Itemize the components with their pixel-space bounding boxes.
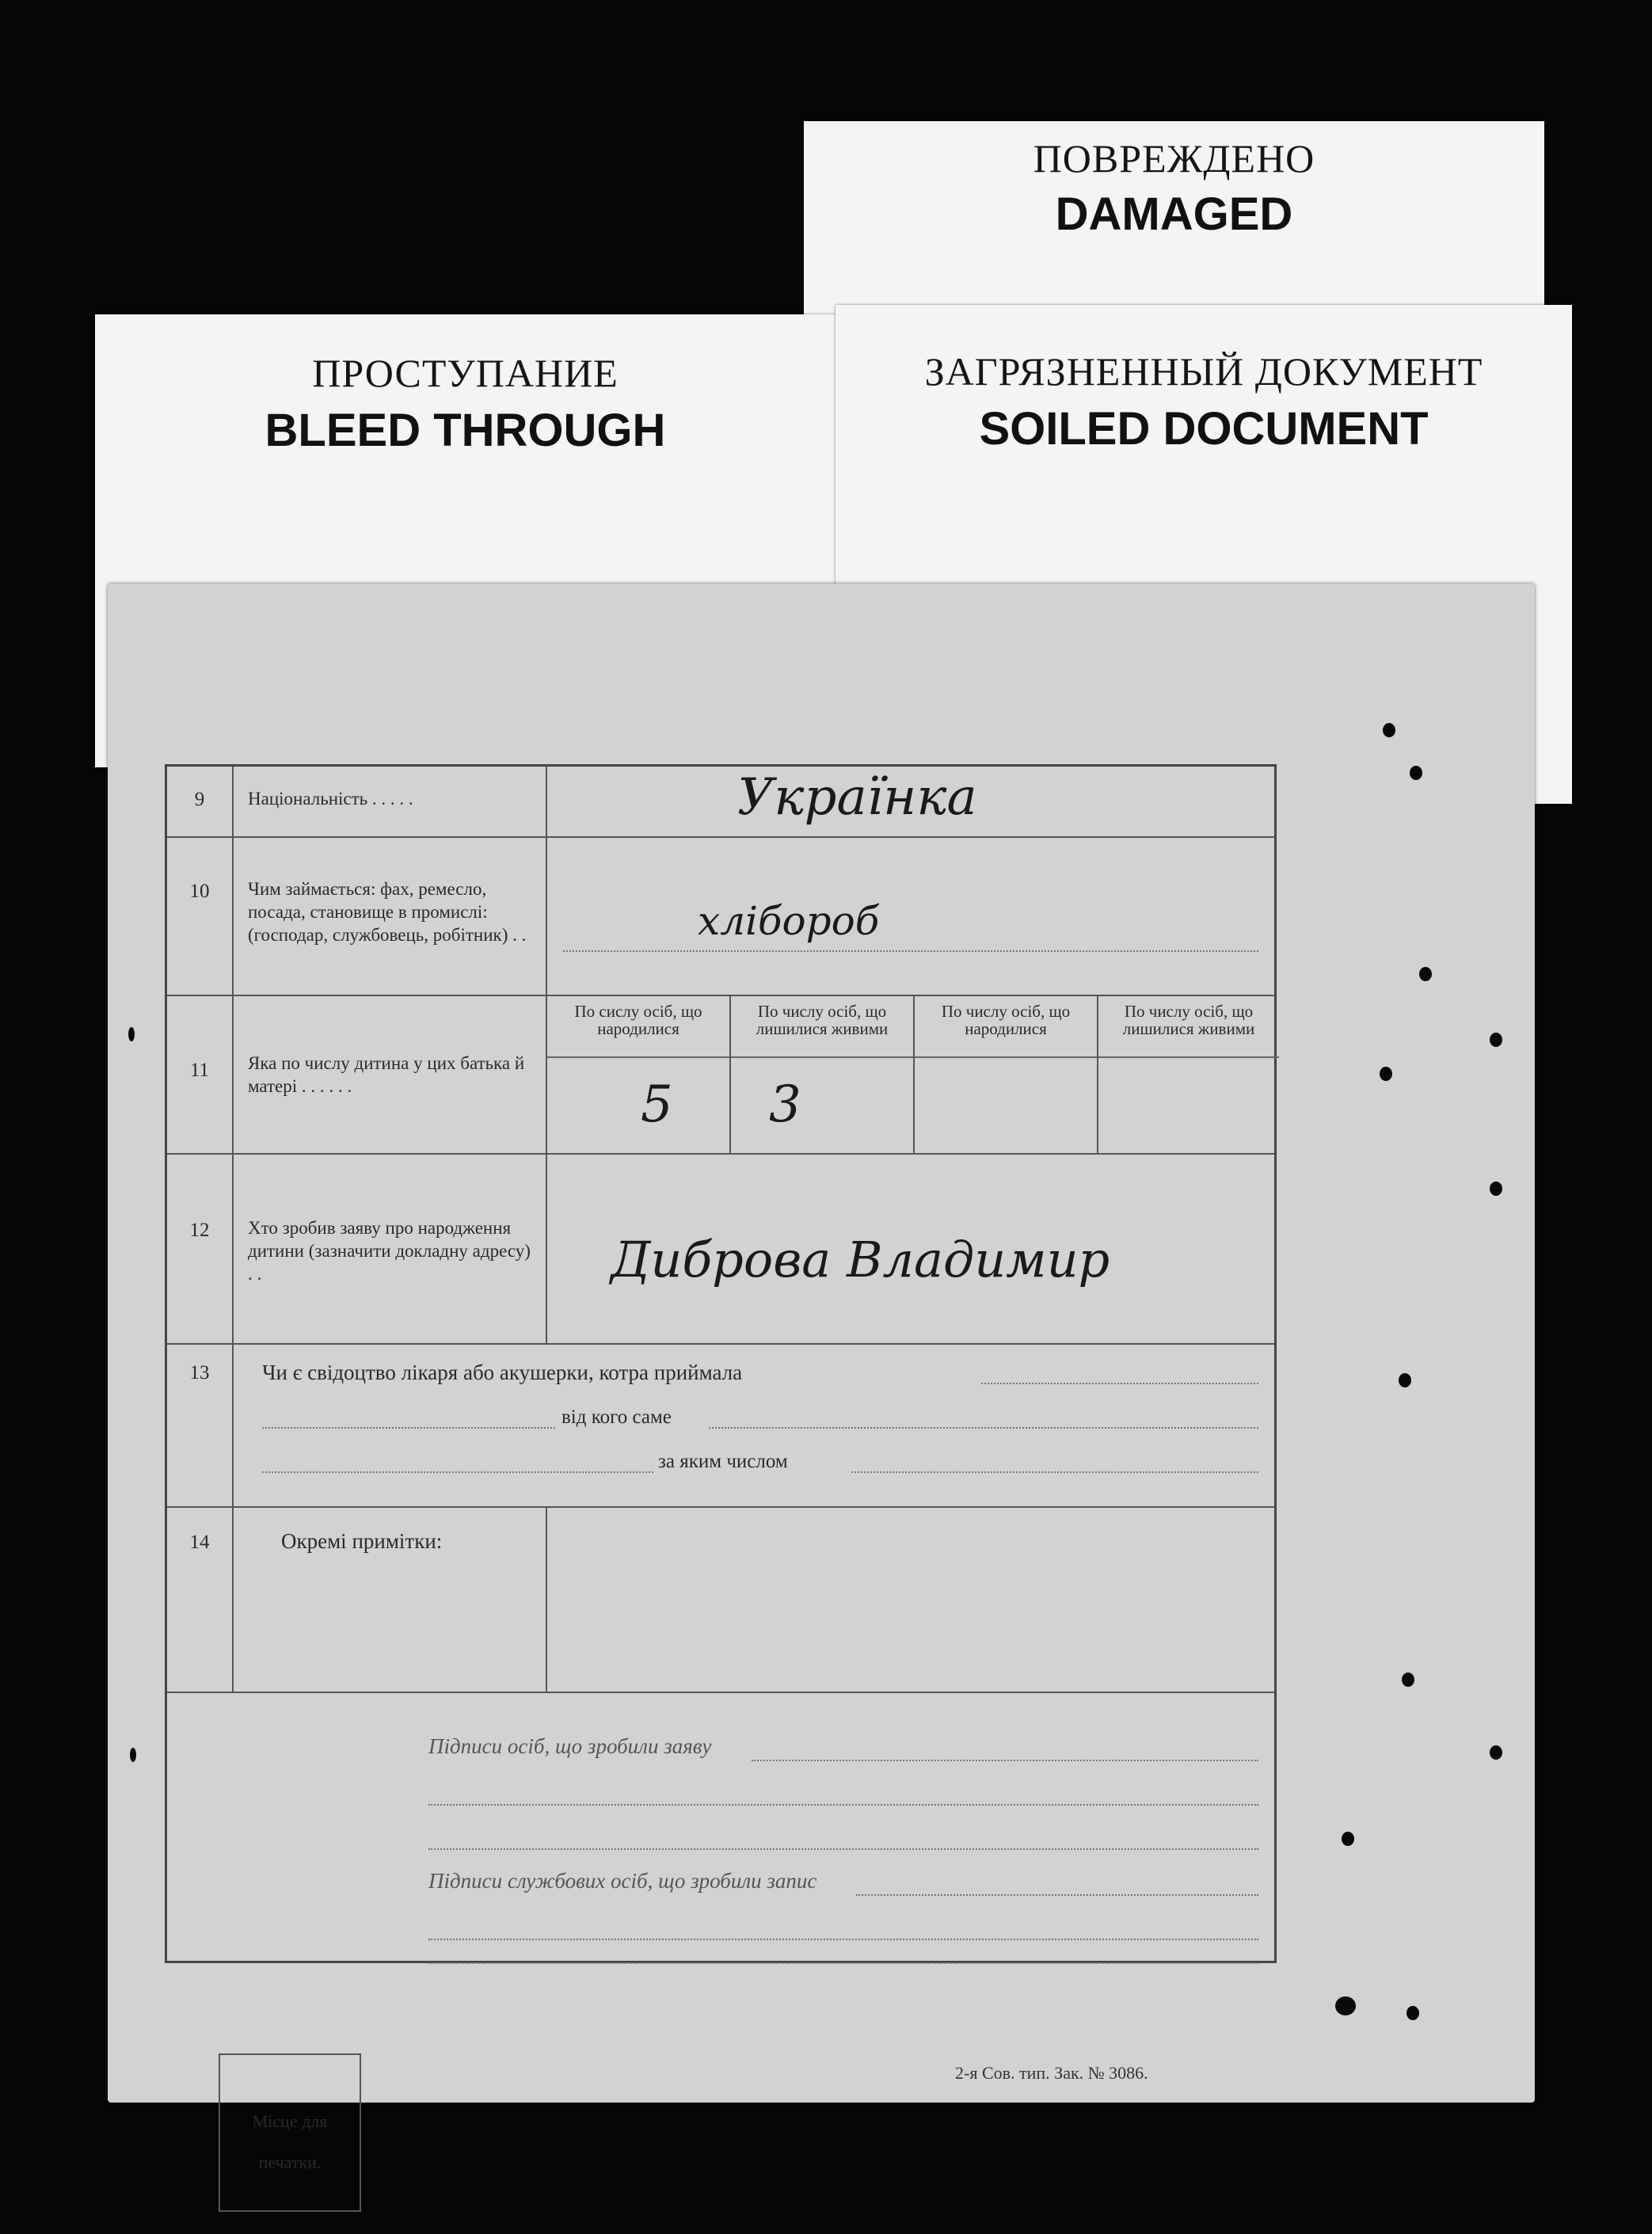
declarant-value: Диброва Владимир: [611, 1231, 1110, 1288]
living-count-value: 3: [769, 1075, 801, 1134]
soiled-label-en: SOILED DOCUMENT: [979, 403, 1429, 455]
soiled-label-ru: ЗАГРЯЗНЕННЫЙ ДОКУМЕНТ: [924, 349, 1483, 394]
living-count-cell: [731, 996, 915, 1153]
row-number: 10: [167, 838, 234, 995]
dotted-line: [856, 1894, 1258, 1896]
certificate-from-whom: від кого саме: [561, 1406, 672, 1428]
nationality-label: Національність . . . . .: [234, 767, 547, 836]
punch-hole-mark: [1490, 1182, 1502, 1196]
dotted-line: [428, 1939, 1258, 1940]
dotted-line: [428, 1804, 1258, 1806]
stamp-place-box: [219, 2053, 361, 2212]
child-number-values: [547, 996, 1274, 1153]
declarant-value-cell: [547, 1155, 1274, 1343]
born-count-header-2: По числу осіб, що народилися: [915, 996, 1097, 1058]
living-count-cell-2: [1098, 996, 1279, 1153]
punch-hole-mark: [1410, 766, 1422, 780]
printer-imprint: 2-я Сов. тип. Зак. № 3086.: [955, 2063, 1148, 2083]
born-count-header: По сислу осіб, що народилися: [547, 996, 729, 1058]
row-number: 12: [167, 1155, 234, 1343]
punch-hole-mark: [1380, 1067, 1392, 1081]
row-nationality: [167, 767, 1274, 838]
punch-hole-mark: [1335, 1996, 1356, 2015]
punch-hole-mark: [1406, 2006, 1419, 2020]
document-page: [108, 584, 1535, 2172]
dotted-line: [428, 1962, 1258, 1964]
nationality-value: Українка: [737, 768, 977, 827]
child-number-label: Яка по числу дитина у цих батька й матері . . . . . .: [234, 996, 547, 1153]
punch-hole-mark: [1342, 1832, 1354, 1846]
occupation-value-cell: [547, 838, 1274, 995]
dotted-line: [709, 1427, 1258, 1429]
applicants-signature-label: Підписи осіб, що зробили заяву: [428, 1734, 712, 1758]
dotted-line: [752, 1760, 1258, 1761]
damaged-label-ru: ПОВРЕЖДЕНО: [1033, 136, 1315, 181]
punch-hole-mark: [1402, 1673, 1414, 1687]
row-number: 13: [167, 1345, 234, 1506]
punch-hole-mark: [1490, 1033, 1502, 1047]
bleed-label-en: BLEED THROUGH: [265, 405, 666, 456]
punch-hole-mark: [130, 1748, 136, 1762]
occupation-value: хлібороб: [698, 898, 880, 944]
dotted-line: [262, 1427, 555, 1429]
born-count-cell: [547, 996, 731, 1153]
dotted-line: [851, 1471, 1258, 1473]
dotted-line: [981, 1383, 1258, 1384]
punch-hole-mark: [1383, 723, 1395, 737]
dotted-line: [428, 1848, 1258, 1850]
punch-hole-mark: [1419, 967, 1432, 981]
punch-hole-mark: [128, 1027, 135, 1041]
stamp-label-line1: Місце для: [252, 2111, 328, 2131]
punch-hole-mark: [1490, 1745, 1502, 1760]
nationality-value-cell: [547, 767, 1274, 836]
dotted-line: [563, 950, 1258, 952]
row-number: 9: [167, 767, 234, 836]
notes-label: Окремі примітки:: [234, 1508, 547, 1692]
living-count-header: По числу осіб, що лишилися живими: [731, 996, 913, 1058]
certificate-question: Чи є свідоцтво лікаря або акушерки, котра приймала: [262, 1361, 743, 1384]
occupation-label: Чим займається: фах, ремесло, посада, становище в промислі: (господар, службовець, робітник) . .: [234, 838, 547, 995]
living-count-header-2: По числу осіб, що лишилися живими: [1098, 996, 1279, 1058]
row-number: 11: [167, 996, 234, 1153]
born-count-cell-2: [915, 996, 1098, 1153]
stamp-label-line2: печатки.: [258, 2152, 322, 2172]
damaged-label-en: DAMAGED: [1055, 188, 1293, 240]
bleed-label-ru: ПРОСТУПАНИЕ: [312, 351, 619, 395]
certificate-date: за яким числом: [658, 1451, 788, 1472]
born-count-value: 5: [641, 1075, 673, 1134]
damaged-label-card: [804, 121, 1544, 329]
dotted-line: [262, 1471, 653, 1473]
row-child-number: [167, 996, 1274, 1155]
row-notes: [167, 1508, 1274, 1693]
row-medical-certificate: [167, 1345, 1274, 1508]
row-number: 14: [167, 1508, 234, 1692]
notes-value-cell: [547, 1508, 1274, 1692]
officials-signature-label: Підписи службових осіб, що зробили запис: [428, 1869, 817, 1893]
declarant-label: Хто зробив заяву про народження дитини (зазначити докладну адресу) . .: [234, 1155, 547, 1343]
row-occupation: [167, 838, 1274, 996]
row-declarant: [167, 1155, 1274, 1345]
punch-hole-mark: [1399, 1373, 1411, 1387]
